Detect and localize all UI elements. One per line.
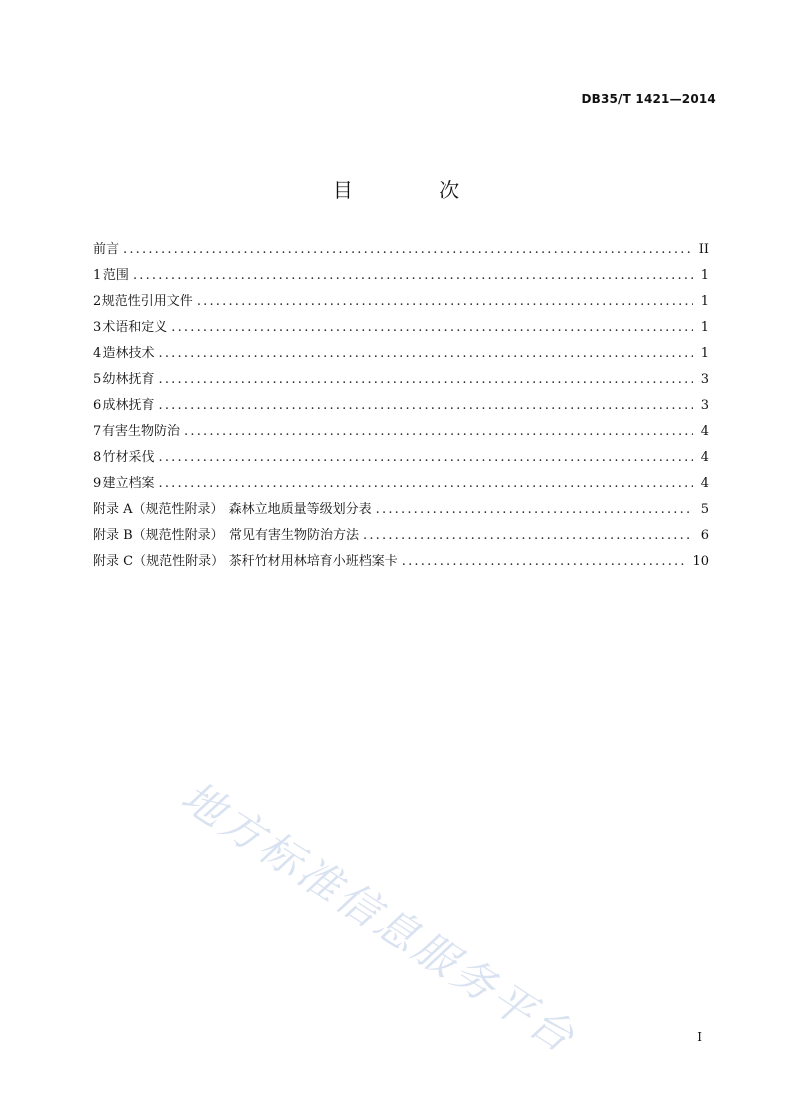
toc-entry-label: 成林抚育 xyxy=(102,398,155,413)
toc-entry-page: 4 xyxy=(700,424,709,439)
toc-leader-dots xyxy=(171,320,693,335)
toc-entry-number: 8 xyxy=(93,450,102,465)
toc-entry-3[interactable] xyxy=(93,316,709,342)
toc-entry-5[interactable] xyxy=(93,368,709,394)
toc-leader-dots xyxy=(158,398,693,413)
toc-entry-number: 3 xyxy=(93,320,102,335)
toc-entry-4[interactable] xyxy=(93,342,709,368)
toc-entry-1[interactable] xyxy=(93,264,709,290)
toc-leader-dots xyxy=(402,554,689,569)
toc-leader-dots xyxy=(133,268,693,283)
toc-entry-label: 建立档案 xyxy=(102,476,155,491)
toc-leader-dots xyxy=(158,476,693,491)
toc-entry-page: 3 xyxy=(700,372,709,387)
toc-entry-page: 1 xyxy=(700,320,709,335)
toc-entry-page: 1 xyxy=(700,268,709,283)
toc-entry-number: 6 xyxy=(93,398,102,413)
toc-entry-label: 有害生物防治 xyxy=(102,424,181,439)
toc-entry-7[interactable] xyxy=(93,420,709,446)
toc-entry-subtitle: 茶秆竹材用林培育小班档案卡 xyxy=(228,554,398,569)
page-number: I xyxy=(697,1030,702,1044)
toc-entry-page: 4 xyxy=(700,450,709,465)
toc-entry-page: 1 xyxy=(700,346,709,361)
toc-entry-number: 4 xyxy=(93,346,102,361)
toc-entry-appendix-c[interactable] xyxy=(93,550,709,576)
toc-entry-label: 竹材采伐 xyxy=(102,450,155,465)
toc-entry-appendix-a[interactable] xyxy=(93,498,709,524)
toc-entry-6[interactable] xyxy=(93,394,709,420)
toc-leader-dots xyxy=(158,450,693,465)
toc-entry-label: 造林技术 xyxy=(102,346,155,361)
toc-leader-dots xyxy=(123,242,693,257)
toc-entry-number: 9 xyxy=(93,476,102,491)
document-code: DB35/T 1421—2014 xyxy=(581,92,716,106)
toc-entry-label: 附录 B（规范性附录） xyxy=(93,528,224,543)
toc-entry-number: 5 xyxy=(93,372,102,387)
toc-entry-page: II xyxy=(698,242,709,257)
toc-leader-dots xyxy=(376,502,693,517)
toc-leader-dots xyxy=(158,346,693,361)
toc-entry-page: 3 xyxy=(700,398,709,413)
table-of-contents xyxy=(93,238,709,576)
toc-entry-page: 6 xyxy=(700,528,709,543)
toc-entry-page: 10 xyxy=(692,554,709,569)
toc-entry-label: 附录 C（规范性附录） xyxy=(93,554,225,569)
toc-entry-page: 1 xyxy=(700,294,709,309)
toc-entry-page: 4 xyxy=(700,476,709,491)
toc-leader-dots xyxy=(158,372,693,387)
toc-leader-dots xyxy=(363,528,693,543)
toc-entry-label: 附录 A（规范性附录） xyxy=(93,502,224,517)
toc-entry-number: 1 xyxy=(93,268,102,283)
watermark: 地方标准信息服务平台 xyxy=(172,771,586,1064)
toc-entry-number: 7 xyxy=(93,424,102,439)
toc-entry-label: 幼林抚育 xyxy=(102,372,155,387)
toc-entry-subtitle: 常见有害生物防治方法 xyxy=(229,528,360,543)
toc-entry-2[interactable] xyxy=(93,290,709,316)
toc-entry-label: 规范性引用文件 xyxy=(101,294,193,309)
toc-entry-label: 范围 xyxy=(102,268,129,283)
toc-entry-page: 5 xyxy=(700,502,709,517)
toc-entry-appendix-b[interactable] xyxy=(93,524,709,550)
toc-entry-8[interactable] xyxy=(93,446,709,472)
toc-entry-number: 2 xyxy=(93,294,102,309)
toc-entry-9[interactable] xyxy=(93,472,709,498)
toc-title: 目 次 xyxy=(332,178,500,202)
toc-leader-dots xyxy=(197,294,693,309)
toc-entry-foreword[interactable] xyxy=(93,238,709,264)
toc-entry-label: 术语和定义 xyxy=(102,320,168,335)
toc-entry-subtitle: 森林立地质量等级划分表 xyxy=(228,502,372,517)
toc-leader-dots xyxy=(184,424,693,439)
toc-entry-label: 前言 xyxy=(93,242,120,257)
